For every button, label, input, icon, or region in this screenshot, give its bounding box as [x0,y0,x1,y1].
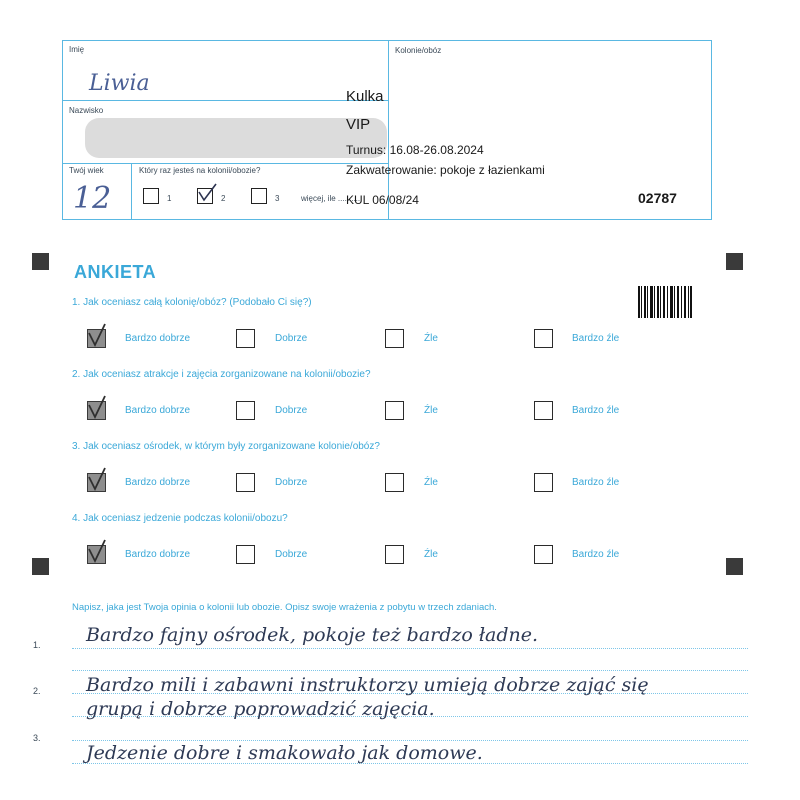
rating-option-label: Dobrze [275,333,308,344]
rating-checkbox[interactable] [87,329,106,348]
rating-option-label: Bardzo źle [572,405,620,416]
opinion-line-1[interactable]: Bardzo fajny ośrodek, pokoje też bardzo ładne. [86,624,539,646]
check-icon [196,183,218,205]
age-label: Twój wiek [69,166,104,175]
writing-line [72,670,748,671]
last-name-redacted [85,118,387,158]
check-icon [86,467,108,493]
check-icon [86,395,108,421]
times-more-label: więcej, ile .......... [301,194,361,203]
times-option-2: 2 [221,194,226,203]
header-divider [63,163,388,164]
rating-checkbox[interactable] [87,401,106,420]
rating-option-label: Źle [424,477,438,488]
times-checkbox-1[interactable] [143,188,159,204]
question-text: 1. Jak oceniasz całą kolonię/obóz? (Podobało Ci się?) [72,297,312,308]
rating-option-label: Dobrze [275,549,308,560]
writing-line [72,648,748,649]
rating-option-label: Bardzo źle [572,477,620,488]
check-icon [86,323,108,349]
writing-line [72,740,748,741]
registration-marker [726,253,743,270]
rating-checkbox[interactable] [385,401,404,420]
rating-option-label: Źle [424,549,438,560]
rating-checkbox[interactable] [236,329,255,348]
header-divider [63,100,388,101]
opinion-line-2[interactable]: Bardzo mili i zabawni instruktorzy umieją dobrze zająć się [86,674,649,696]
camp-label: Kolonie/obóz [395,46,442,55]
times-label: Który raz jesteś na kolonii/obozie? [139,166,261,175]
rating-option-label: Bardzo źle [572,549,620,560]
camp-code: KUL 06/08/24 [346,193,419,207]
header-divider [131,163,132,220]
rating-checkbox[interactable] [385,545,404,564]
opinion-prompt: Napisz, jaka jest Twoja opinia o kolonii lub obozie. Opisz swoje wrażenia z pobytu w trzech zdaniach. [72,602,497,613]
question-text: 4. Jak oceniasz jedzenie podczas kolonii/obozu? [72,513,288,524]
rating-option-label: Dobrze [275,477,308,488]
rating-option-label: Źle [424,333,438,344]
turnus: Turnus: 16.08-26.08.2024 [346,143,484,157]
rating-option-label: Bardzo dobrze [125,549,191,560]
times-checkbox-2[interactable] [197,188,213,204]
rating-option-label: Dobrze [275,405,308,416]
rating-checkbox[interactable] [534,329,553,348]
rating-checkbox[interactable] [236,401,255,420]
rating-checkbox[interactable] [385,329,404,348]
times-option-3: 3 [275,194,280,203]
camp-name: Kulka [346,88,384,105]
first-name-label: Imię [69,45,85,54]
times-option-1: 1 [167,194,172,203]
check-icon [86,539,108,565]
opinion-line-4[interactable]: Jedzenie dobre i smakowało jak domowe. [86,742,483,764]
camp-type: VIP [346,116,371,133]
barcode-icon [638,286,692,318]
rating-checkbox[interactable] [534,473,553,492]
rating-option-label: Bardzo dobrze [125,477,191,488]
line-number-1: 1. [33,640,41,650]
rating-checkbox[interactable] [385,473,404,492]
accommodation: Zakwaterowanie: pokoje z łazienkami [346,163,545,177]
rating-option-label: Bardzo źle [572,333,620,344]
form-number: 02787 [638,190,677,206]
rating-checkbox[interactable] [534,401,553,420]
rating-option-label: Źle [424,405,438,416]
question-text: 3. Jak oceniasz ośrodek, w którym były zorganizowane kolonie/obóz? [72,441,380,452]
question-text: 2. Jak oceniasz atrakcje i zajęcia zorganizowane na kolonii/obozie? [72,369,371,380]
rating-option-label: Bardzo dobrze [125,333,191,344]
registration-marker [32,253,49,270]
first-name-value[interactable]: Liwia [89,71,150,96]
line-number-3: 3. [33,733,41,743]
line-number-2: 2. [33,686,41,696]
rating-checkbox[interactable] [236,545,255,564]
times-checkbox-3[interactable] [251,188,267,204]
rating-checkbox[interactable] [534,545,553,564]
last-name-label: Nazwisko [69,106,104,115]
registration-marker [726,558,743,575]
age-value[interactable]: 12 [73,181,112,216]
registration-marker [32,558,49,575]
rating-option-label: Bardzo dobrze [125,405,191,416]
survey-title: ANKIETA [74,262,157,282]
rating-checkbox[interactable] [87,545,106,564]
rating-checkbox[interactable] [87,473,106,492]
rating-checkbox[interactable] [236,473,255,492]
opinion-line-3[interactable]: grupą i dobrze poprowadzić zajęcia. [86,698,435,720]
